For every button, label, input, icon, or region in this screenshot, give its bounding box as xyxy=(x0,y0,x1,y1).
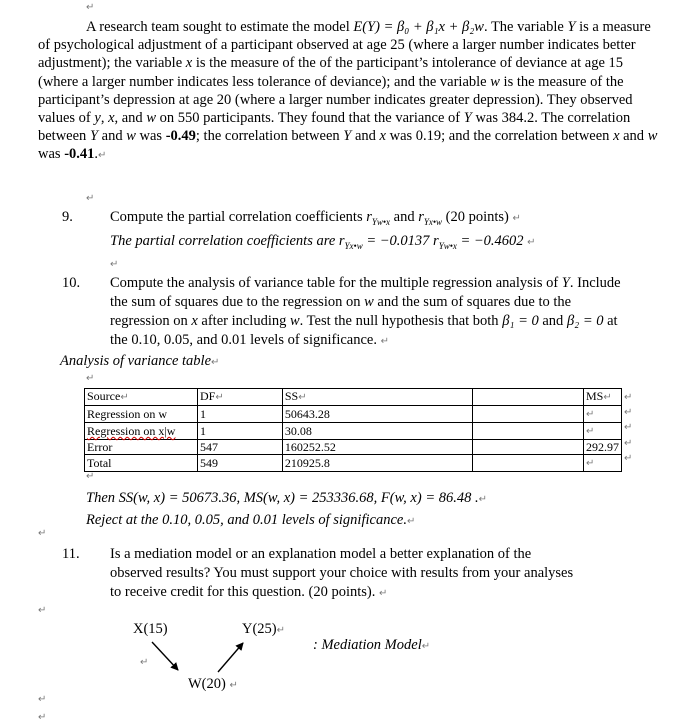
header-source: Source↵ xyxy=(85,389,198,406)
diagram-label: : Mediation Model↵ xyxy=(313,637,431,653)
paragraph-mark: ↵ xyxy=(38,528,47,539)
paragraph-mark: ↵ xyxy=(38,712,47,723)
table-cell: ↵ xyxy=(584,406,622,423)
corr-xw-value: -0.41 xyxy=(64,146,95,163)
question-number: 9. xyxy=(62,209,73,225)
q9-answer: The partial correlation coefficients are $r_{Yx•w} = -0.0137$ $r_{Yw•x} = -0.4602$ ↵ xyxy=(110,232,536,251)
table-cell: ↵ xyxy=(584,423,622,440)
question-10: 10. Compute the analysis of variance table for the multiple regression analysis of Y. Include the sum of squares due to the regression on w and the sum of squares due to the regression on x after including w. Test the null hypothesis that both β₁ = 0 and β₂ = 0 at the 0.10, 0.05, and 0.01 levels of significance. ↵ xyxy=(62,275,621,348)
table-cell: 1 xyxy=(197,423,282,440)
paragraph-mark: ↵ xyxy=(38,694,47,705)
table-cell: ↵ xyxy=(584,455,622,472)
question-number: 10. xyxy=(62,275,81,291)
paragraph-mark: ↵ xyxy=(110,259,119,270)
arrow-w-to-y xyxy=(218,643,243,672)
node-x: X(15) xyxy=(133,621,168,637)
question-9: 9. Compute the partial correlation coefficients $r_{Yw•x}$ and $r_{Yx•w}$ (20 points) ↵ The partial correlation coefficients are $r_{Yx•w} = -0.0137$ $r_{Yw•x} = -0.4602$ ↵ xyxy=(86,208,626,256)
model-equation: E(Y) = β₀ + β₁x + β₂w xyxy=(353,19,484,35)
table-cell: Regression on w xyxy=(85,406,198,423)
header-ss: SS↵ xyxy=(282,389,472,406)
table-cell: 160252.52 xyxy=(282,440,472,455)
q10-conclusion: Reject at the 0.10, 0.05, and 0.01 levels of significance.↵ xyxy=(86,512,416,528)
paragraph-mark: ↵ xyxy=(140,657,149,668)
table-cell: 547 xyxy=(197,440,282,455)
table-cell: 1 xyxy=(197,406,282,423)
arrow-x-to-w xyxy=(152,642,178,670)
header-df: DF↵ xyxy=(197,389,282,406)
table-cell: 30.08 xyxy=(282,423,472,440)
node-w: W(20) ↵ xyxy=(188,676,238,692)
question-11: 11. Is a mediation model or an explanation model a better explanation of the observed results? You must support your choice with results from your analyses to receive credit for this question. (20 points). ↵ xyxy=(62,546,574,600)
paragraph-mark: ↵ xyxy=(38,605,47,616)
table-cell: Error xyxy=(85,440,198,455)
paragraph-mark: ↵ xyxy=(86,373,95,384)
intro-paragraph: A research team sought to estimate the model E(Y) = β₀ + β₁x + β₂w. The variable Y is a measure of psychological adjustment of a participant observed at age 25 (where a larger number indicates better adjustment); the variable x is the measure of the of the participant’s intolerance of deviance at age 15 (where a larger number indicates less tolerance of deviance); and the variable w is the measure of the participant’s depression at age 20 (where a larger number indicates greater depression). They observed values of y, x, and w on 550 participants. They found that the variance of Y was 384.2. The correlation between Y and w was -0.49; the correlation between Y and x was 0.19; and the correlation between x and w was -0.41.↵ xyxy=(38,19,658,163)
q10-result-line: Then SS(w, x) = 50673.36, MS(w, x) = 253336.68, F(w, x) = 86.48 .↵ xyxy=(86,490,487,506)
question-number: 11. xyxy=(62,546,80,562)
table-cell: 549 xyxy=(197,455,282,472)
anova-title: Analysis of variance table↵ xyxy=(60,353,220,369)
table-cell: Regression on x|w xyxy=(85,423,198,440)
header-ms: MS↵ xyxy=(584,389,622,406)
corr-yw-value: -0.49 xyxy=(165,128,196,145)
table-cell: 292.97 xyxy=(584,440,622,455)
table-cell: 210925.8 xyxy=(282,455,472,472)
paragraph-mark: ↵ xyxy=(86,193,95,204)
row-end-marks: ↵ ↵ ↵ ↵ ↵ xyxy=(624,392,633,464)
paragraph-mark: ↵ xyxy=(86,2,95,13)
paragraph-mark: ↵ xyxy=(86,471,95,482)
table-cell: 50643.28 xyxy=(282,406,472,423)
node-y: Y(25)↵ xyxy=(242,621,286,637)
table-cell: Total xyxy=(85,455,198,472)
